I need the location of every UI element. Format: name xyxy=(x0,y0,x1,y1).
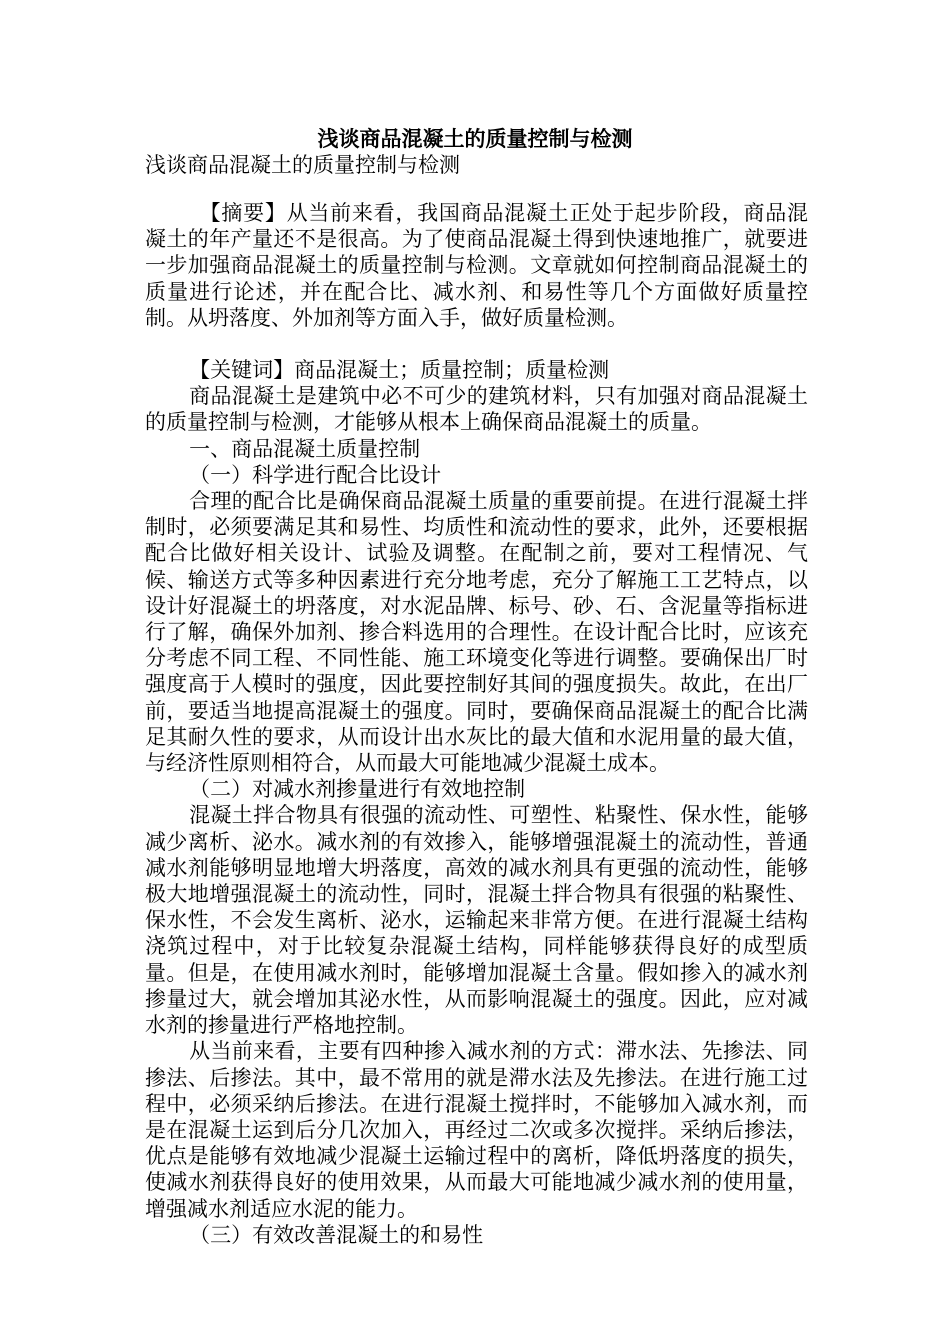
paragraph-gap xyxy=(145,331,808,357)
document-body xyxy=(145,200,808,1248)
document-title: 浅谈商品混凝土的质量控制与检测 xyxy=(317,126,633,151)
body-paragraph: 合理的配合比是确保商品混凝土质量的重要前提。在进行混凝土拌制时，必须要满足其和易性、均质性和流动性的要求，此外，还要根据配合比做好相关设计、试验及调整。在配制之前，要对工程情况、气候、输送方式等多种因素进行充分地考虑，充分了解施工工艺特点，以设计好混凝土的坍落度，对水泥品牌、标号、砂、石、含泥量等指标进行了解，确保外加剂、掺合料选用的合理性。在设计配合比时，应该充分考虑不同工程、不同性能、施工环境变化等进行调整。要确保出厂时强度高于人模时的强度，因此要控制好其间的强度损失。故此，在出厂前，要适当地提高混凝土的强度。同时，要确保商品混凝土的配合比满足其耐久性的要求，从而设计出水灰比的最大值和水泥用量的最大值，与经济性原则相符合，从而最大可能地减少混凝土成本。 xyxy=(145,489,808,776)
subsection-heading: （二）对减水剂掺量进行有效地控制 xyxy=(189,777,526,802)
section-heading: 一、商品混凝土质量控制 xyxy=(189,436,421,461)
keywords-paragraph: 【关键词】商品混凝土；质量控制；质量检测 xyxy=(189,358,610,383)
body-paragraph: 从当前来看，主要有四种掺入减水剂的方式：滞水法、先掺法、同掺法、后掺法。其中，最不常用的就是滞水法及先掺法。在进行施工过程中，必须采纳后掺法。在进行混凝土搅拌时，不能够加入减水剂，而是在混凝土运到后分几次加入，再经过二次或多次搅拌。采纳后掺法，优点是能够有效地减少混凝土运输过程中的离析，降低坍落度的损失，使减水剂获得良好的使用效果，从而最大可能地减少减水剂的使用量，增强减水剂适应水泥的能力。 xyxy=(145,1039,808,1221)
subsection-heading: （三）有效改善混凝土的和易性 xyxy=(189,1222,484,1247)
subsection-heading: （一）科学进行配合比设计 xyxy=(189,462,442,487)
body-paragraph: 混凝土拌合物具有很强的流动性、可塑性、粘聚性、保水性，能够减少离析、泌水。减水剂的有效掺入，能够增强混凝土的流动性，普通减水剂能够明显地增大坍落度，高效的减水剂具有更强的流动性，能够极大地增强混凝土的流动性，同时，混凝土拌合物具有很强的粘聚性、保水性，不会发生离析、泌水，运输起来非常方便。在进行混凝土结构浇筑过程中，对于比较复杂混凝土结构，同样能够获得良好的成型质量。但是，在使用减水剂时，能够增加混凝土含量。假如掺入的减水剂掺量过大，就会增加其泌水性，从而影响混凝土的强度。因此，应对减水剂的掺量进行严格地控制。 xyxy=(145,803,808,1038)
document-subtitle: 浅谈商品混凝土的质量控制与检测 xyxy=(145,153,460,177)
abstract-paragraph: 【摘要】从当前来看，我国商品混凝土正处于起步阶段，商品混凝土的年产量还不是很高。为了使商品混凝土得到快速地推广，就要进一步加强商品混凝土的质量控制与检测。文章就如何控制商品混凝土的质量进行论述，并在配合比、减水剂、和易性等几个方面做好质量控制。从坍落度、外加剂等方面入手，做好质量检测。 xyxy=(145,201,808,330)
intro-paragraph: 商品混凝土是建筑中必不可少的建筑材料，只有加强对商品混凝土的质量控制与检测，才能够从根本上确保商品混凝土的质量。 xyxy=(145,384,808,435)
